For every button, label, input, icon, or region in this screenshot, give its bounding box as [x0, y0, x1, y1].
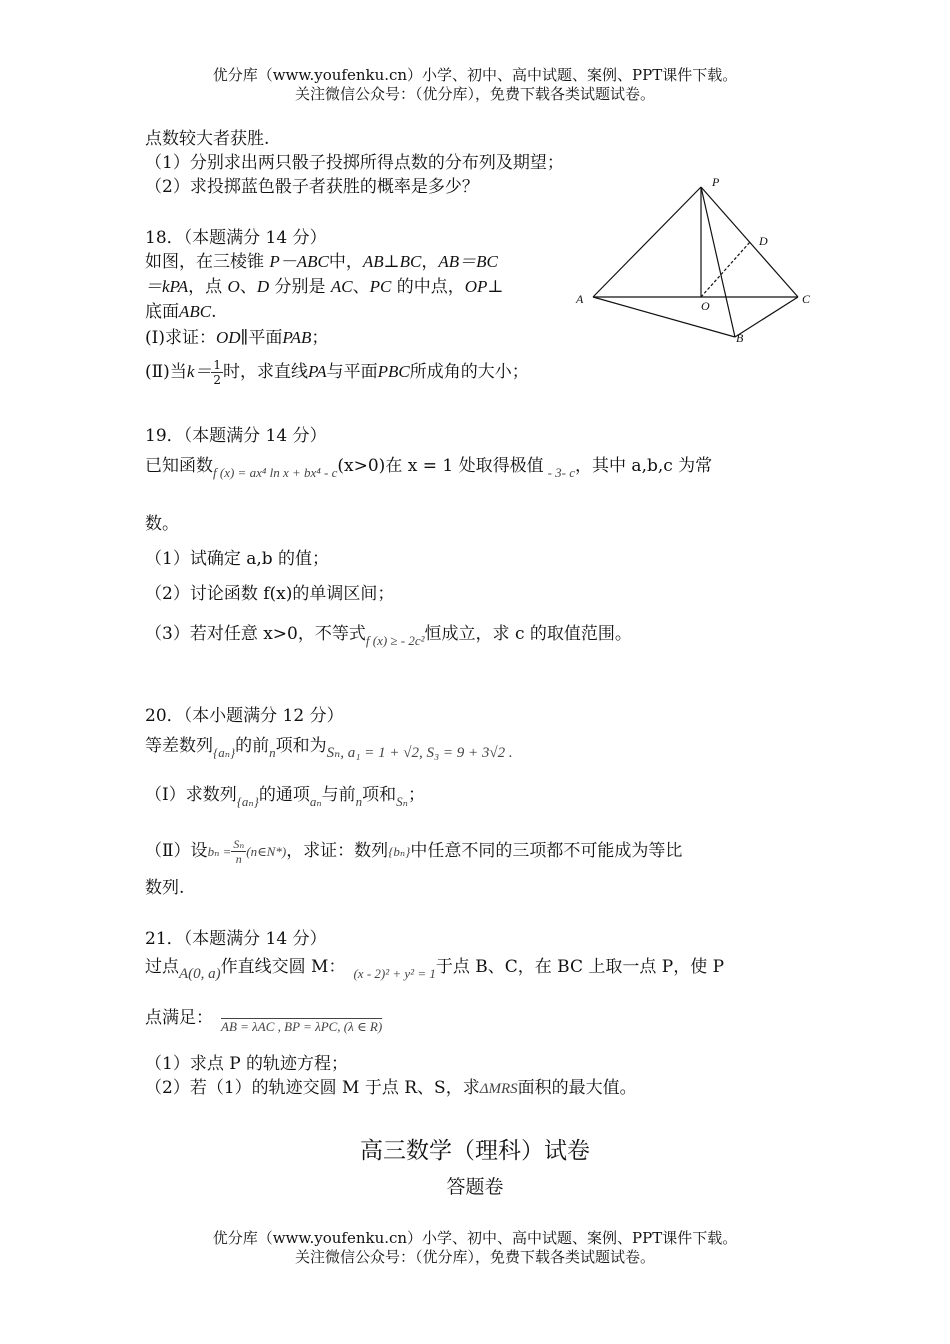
label-P: P [712, 175, 720, 189]
q21-vector-formula: AB = λAC , BP = λPC, (λ ∈ R) [221, 1019, 383, 1034]
q20-text: 中任意不同的三项都不可能成为等比 [410, 841, 683, 861]
q20-math: aₙ [309, 794, 322, 809]
q20-part-1 [145, 780, 425, 817]
q18-math: D [256, 277, 270, 296]
q18-text: ， [421, 252, 439, 272]
answer-sheet-title: 高三数学（理科）试卷 [360, 1138, 590, 1164]
label-D: D [759, 234, 768, 248]
q19-line-2: 数。 [145, 514, 179, 534]
q19-heading: 19．（本题满分 14 分） [145, 426, 327, 446]
q19-text: （3）若对任意 x>0，不等式 [145, 624, 366, 644]
q18-text: ，点 [188, 277, 223, 297]
label-A: A [576, 292, 584, 306]
q21-point-formula: A(0, a) [179, 966, 221, 982]
q20-math: n [355, 794, 363, 809]
q21-text: 点满足： [145, 1008, 213, 1028]
q18-text: 与平面 [326, 362, 378, 382]
q17-part-1: （1）分别求出两只骰子投掷所得点数的分布列及期望； [145, 153, 564, 173]
q18-text: 如图，在三棱锥 [145, 252, 264, 272]
q19-extremum-formula: - 3- c [547, 465, 576, 480]
q18-line-1 [145, 251, 498, 273]
q20-text: 等差数列 [145, 736, 213, 756]
q18-math: AB＝BC [438, 252, 498, 271]
q20-math: (n∈N*) [246, 844, 287, 859]
q20-part-2 [145, 829, 682, 874]
edge-BC [735, 297, 798, 337]
footer-line-2: 关注微信公众号：（优分库），免费下载各类试题试卷。 [294, 1248, 655, 1266]
fraction-numerator: 1 [213, 358, 222, 372]
q18-text: 分别是 [274, 277, 326, 297]
q20-text: 与前 [321, 785, 356, 805]
q20-text: （Ⅱ）设 [145, 841, 208, 861]
header-line-2: 关注微信公众号：（优分库），免费下载各类试题试卷。 [294, 85, 655, 103]
label-C: C [802, 292, 811, 306]
q18-text: ； [311, 328, 329, 348]
q21-text: 过点 [145, 957, 179, 977]
q21-line-1 [145, 952, 724, 989]
q21-line-2 [145, 1003, 382, 1042]
q20-math: bₙ = [207, 844, 232, 859]
q18-text: 、 [352, 277, 370, 297]
footer-line-1: 优分库（www.youfenku.cn）小学、初中、高中试题、案例、PPT课件下载。 [212, 1229, 738, 1247]
label-B: B [736, 331, 744, 345]
q18-text: (Ⅱ)当 [145, 362, 187, 382]
q18-math: ＝kPA [145, 277, 189, 296]
q21-text: 于点 B、C，在 BC 上取一点 P，使 P [435, 957, 725, 977]
q20-math: {bₙ} [388, 844, 411, 859]
q21-math: ΔMRS [479, 1081, 518, 1097]
header-line-1: 优分库（www.youfenku.cn）小学、初中、高中试题、案例、PPT课件下载。 [212, 66, 738, 84]
q21-circle-formula: (x - 2)² + y² = 1 [353, 966, 436, 981]
q20-text: 的通项 [258, 785, 310, 805]
q20-text: （Ⅰ）求数列 [145, 785, 237, 805]
q19-text: ，其中 a,b,c 为常 [575, 456, 713, 476]
q18-math: P－ABC [269, 252, 329, 271]
q20-line-1 [145, 731, 513, 768]
q19-function-formula: f (x) = ax⁴ ln x + bx⁴ - c [213, 465, 338, 480]
q18-line-3 [145, 301, 217, 323]
q18-text: 时，求直线 [223, 362, 309, 382]
q20-given-formula: Sₙ, a₁ = 1 + √2, S₃ = 9 + 3√2 . [326, 745, 513, 761]
q18-text: 平面 [248, 328, 283, 348]
q19-text: 已知函数 [145, 456, 213, 476]
q18-math: PA [308, 362, 327, 381]
q18-math: OP⊥ [464, 277, 504, 296]
q18-text: 的中点， [396, 277, 465, 297]
q21-text: 作直线交圆 M： [220, 957, 346, 977]
q21-part-1: （1）求点 P 的轨迹方程； [145, 1054, 349, 1074]
tetrahedron-figure [570, 172, 820, 352]
q18-text: 底面 [145, 302, 179, 322]
q20-text: 的前 [235, 736, 270, 756]
q20-part-2-end: 数列. [145, 878, 185, 898]
answer-sheet-subtitle: 答题卷 [446, 1176, 504, 1198]
q18-math: ABC [179, 302, 212, 321]
q20-math: {aₙ} [236, 794, 259, 809]
q18-text: 所成角的大小； [409, 362, 529, 382]
q21-text: 面积的最大值。 [517, 1078, 637, 1098]
q20-text: ； [407, 785, 425, 805]
q18-line-2 [145, 276, 503, 298]
q18-math: AB⊥BC [362, 252, 422, 271]
q19-text: (x>0)在 x = 1 处取得极值 [337, 456, 544, 476]
q18-math: O [227, 277, 240, 296]
segment-OD [701, 242, 750, 297]
q18-item-1 [145, 327, 328, 349]
q20-text: 项和为 [275, 736, 327, 756]
q18-text: 、 [239, 277, 257, 297]
q20-math: Sₙ [396, 794, 408, 809]
q20-math: n [269, 745, 276, 760]
q18-math: PC [369, 277, 392, 296]
q19-line-1 [145, 451, 712, 488]
q19-part-1: （1）试确定 a,b 的值； [145, 549, 330, 569]
label-O: O [701, 299, 710, 313]
q20-text: 项和 [362, 785, 397, 805]
q18-text: (Ⅰ)求证： [145, 328, 216, 348]
q20-text: ，求证：数列 [286, 841, 389, 861]
q19-part-3 [145, 619, 632, 656]
fraction-denominator: 2 [213, 373, 222, 387]
q18-math: PAB [282, 328, 312, 347]
q20-heading: 20．（本小题满分 12 分） [145, 706, 344, 726]
q18-heading: 18．（本题满分 14 分） [145, 228, 327, 248]
q21-text: （2）若（1）的轨迹交圆 M 于点 R、S，求 [145, 1078, 480, 1098]
edge-PA [593, 187, 701, 297]
q18-math: AC [330, 277, 353, 296]
q21-part-2 [145, 1077, 637, 1100]
fraction-denominator: n [235, 852, 242, 866]
q20-fraction [231, 837, 246, 866]
q21-heading: 21．（本题满分 14 分） [145, 929, 327, 949]
q18-text: . [211, 302, 217, 322]
q18-text: 中， [328, 252, 363, 272]
edge-AB [593, 297, 735, 337]
edge-PB [701, 187, 735, 337]
q18-item-2 [145, 352, 529, 392]
q19-text: 恒成立，求 c 的取值范围。 [424, 624, 632, 644]
q18-math: OD∥ [215, 328, 249, 347]
q19-inequality-formula: f (x) ≥ - 2c² [365, 633, 425, 648]
q18-fraction [211, 358, 223, 387]
q18-math: k＝ [186, 362, 212, 381]
q19-part-2: （2）讨论函数 f(x)的单调区间； [145, 584, 395, 604]
q20-math: {aₙ} [213, 745, 236, 760]
q17-part-2: （2）求投掷蓝色骰子者获胜的概率是多少？ [145, 177, 479, 197]
fraction-numerator: Sₙ [233, 837, 245, 851]
q18-math: PBC [377, 362, 410, 381]
q17-continuation: 点数较大者获胜. [145, 129, 270, 149]
